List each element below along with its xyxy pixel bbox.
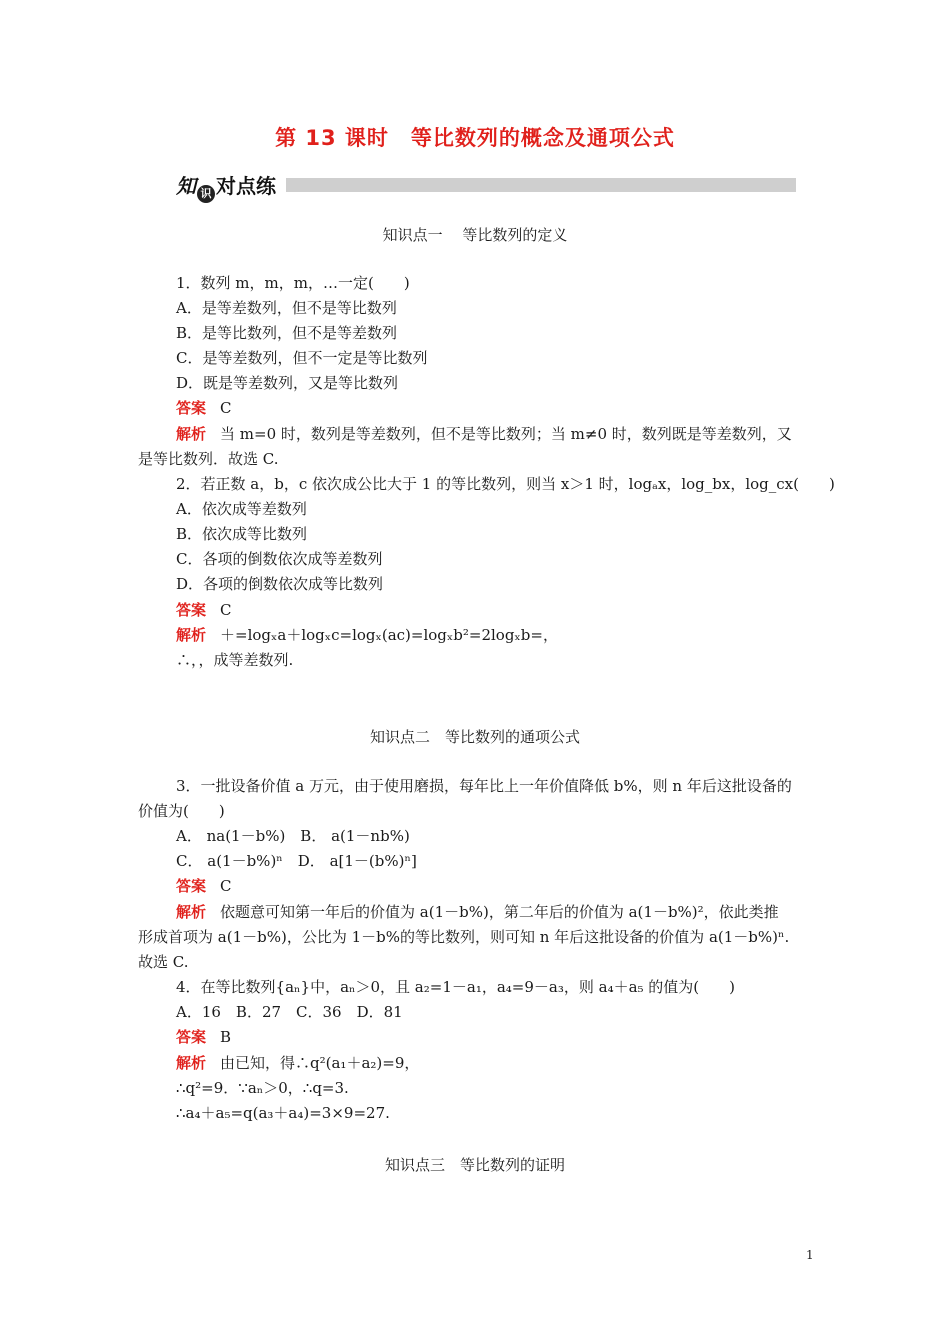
- q4-answer-value: B: [220, 1028, 232, 1046]
- q1-option-b: B．是等比数列，但不是等差数列: [176, 324, 398, 342]
- analysis-label: 解析: [176, 903, 207, 921]
- q4-analysis: [176, 1053, 419, 1073]
- q3-analysis-text-3: 故选 C.: [138, 953, 189, 971]
- q2-option-a: A．依次成等差数列: [176, 500, 307, 518]
- logo-text: 对点练: [216, 174, 276, 198]
- q4-analysis-text-3: ∴a₄＋a₅=q(a₃＋a₄)=3×9=27.: [176, 1104, 390, 1122]
- q3-answer: [176, 876, 232, 896]
- q1-answer: [176, 398, 232, 418]
- q1-analysis: [176, 424, 792, 444]
- q2-analysis: [176, 625, 558, 645]
- analysis-label: 解析: [176, 1054, 207, 1072]
- q1-option-a: A．是等差数列，但不是等比数列: [176, 299, 397, 317]
- q1-answer-value: C: [220, 399, 232, 417]
- q1-analysis-text-1: 当 m=0 时，数列是等差数列，但不是等比数列；当 m≠0 时，数列既是等差数列，又: [220, 425, 792, 443]
- analysis-label: 解析: [176, 626, 207, 644]
- q2-answer: [176, 600, 232, 620]
- section-title-2: 知识点二 等比数列的通项公式: [369, 728, 580, 746]
- q4-options: A．16 B．27 C．36 D．81: [176, 1003, 403, 1021]
- q1-option-d: D．既是等差数列，又是等比数列: [176, 374, 399, 392]
- q3-stem-1: 3．一批设备价值 a 万元，由于使用磨损，每年比上一年价值降低 b%，则 n 年后这批设备的: [176, 777, 792, 795]
- q1-option-c: C．是等差数列，但不一定是等比数列: [176, 349, 428, 367]
- answer-label: 答案: [176, 1028, 207, 1046]
- q2-analysis-text-2: ∴，，成等差数列.: [176, 651, 294, 669]
- q1-stem: 1．数列 m，m，m，…一定( ): [176, 274, 410, 292]
- q3-options-ab: A． na(1－b%) B． a(1－nb%): [176, 827, 410, 845]
- q4-analysis-text-2: ∴q²=9．∵aₙ＞0，∴q=3.: [176, 1079, 349, 1097]
- q3-analysis: [176, 902, 779, 922]
- q2-option-d: D．各项的倒数依次成等比数列: [176, 575, 384, 593]
- q3-analysis-text-1: 依题意可知第一年后的价值为 a(1－b%)，第二年后的价值为 a(1－b%)²，依此类推: [220, 903, 779, 921]
- q3-stem-2: 价值为( ): [138, 802, 225, 820]
- page-number: 1: [806, 1248, 814, 1262]
- q2-answer-value: C: [220, 601, 232, 619]
- q2-stem: 2．若正数 a，b，c 依次成公比大于 1 的等比数列，则当 x＞1 时，logₐx，log_bx，log_cx( ): [176, 475, 835, 493]
- q4-answer: [176, 1027, 231, 1047]
- logo-char-1: 知: [176, 174, 196, 198]
- q4-analysis-text-1: 由已知，得∴q²(a₁＋a₂)=9，: [220, 1054, 420, 1072]
- q2-option-c: C．各项的倒数依次成等差数列: [176, 550, 383, 568]
- section-banner: [176, 170, 796, 198]
- q2-option-b: B．依次成等比数列: [176, 525, 308, 543]
- q2-analysis-text-1: ＋=logₓa＋logₓc=logₓ(ac)=logₓb²=2logₓb=，: [220, 626, 558, 644]
- q3-options-cd: C． a(1－b%)ⁿ D． a[1－(b%)ⁿ]: [176, 852, 417, 870]
- answer-label: 答案: [176, 601, 207, 619]
- q1-analysis-text-2: 是等比数列．故选 C.: [138, 450, 279, 468]
- page-title: 第 13 课时 等比数列的概念及通项公式: [275, 126, 675, 150]
- banner-logo: [176, 170, 276, 203]
- analysis-label: 解析: [176, 425, 207, 443]
- q3-answer-value: C: [220, 877, 232, 895]
- banner-bar: [286, 178, 796, 192]
- q3-analysis-text-2: 形成首项为 a(1－b%)，公比为 1－b%的等比数列，则可知 n 年后这批设备的价值为 a(1－b%)ⁿ.: [138, 928, 790, 946]
- q4-stem: 4．在等比数列{aₙ}中，aₙ＞0，且 a₂=1－a₁，a₄=9－a₃，则 a₄＋a₅ 的值为( ): [176, 978, 736, 996]
- logo-circle-char: 识: [197, 185, 215, 203]
- answer-label: 答案: [176, 877, 207, 895]
- section-title-3: 知识点三 等比数列的证明: [384, 1156, 565, 1174]
- section-title-1: 知识点一 等比数列的定义: [382, 226, 568, 244]
- answer-label: 答案: [176, 399, 207, 417]
